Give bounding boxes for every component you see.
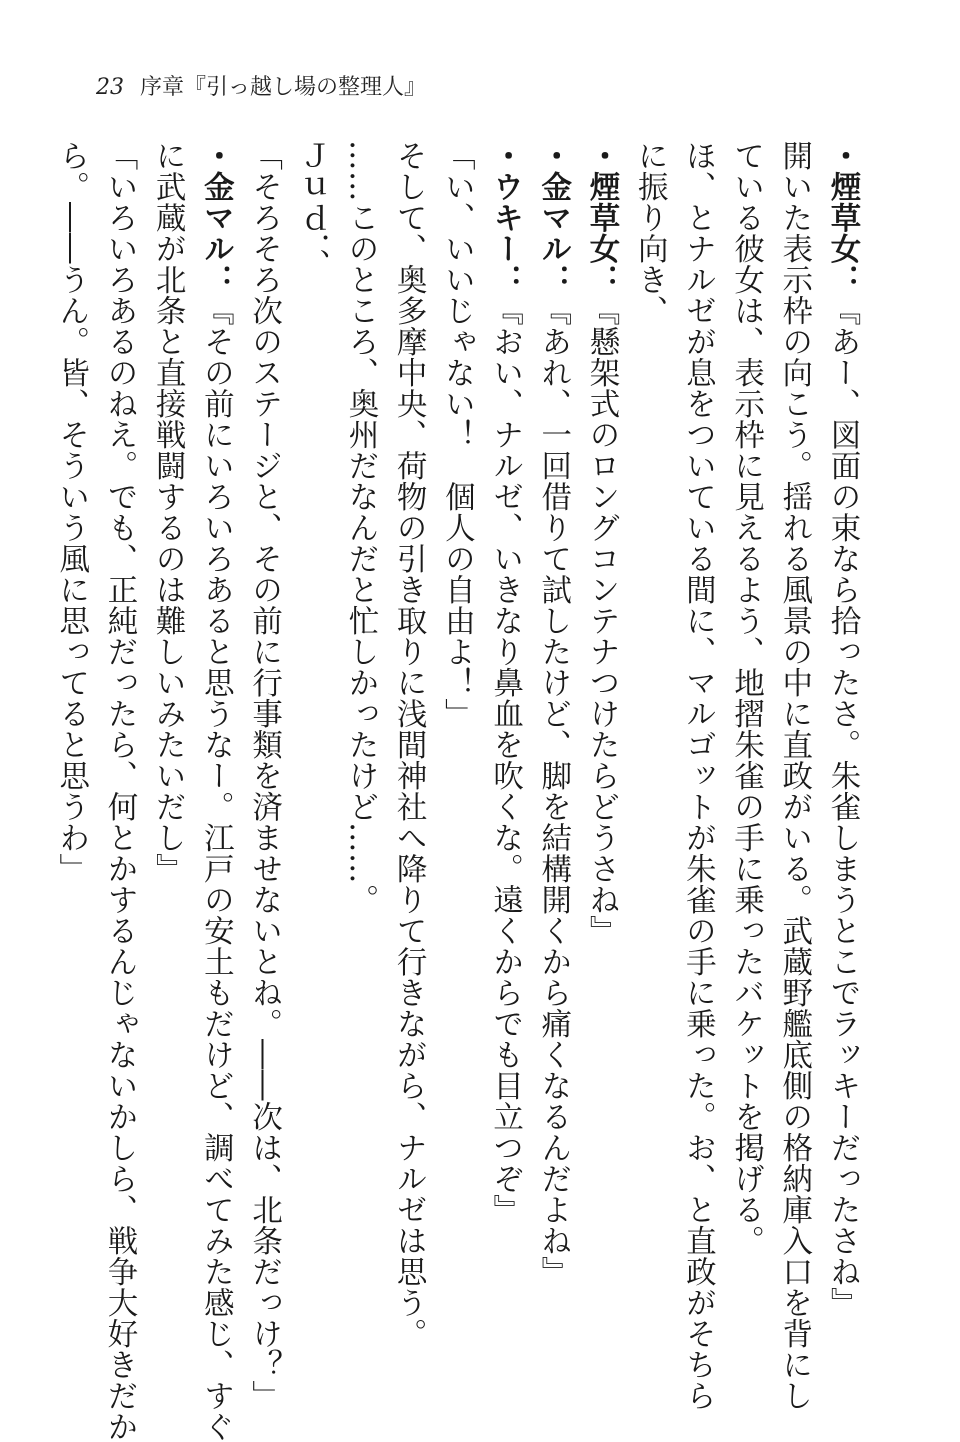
speaker-bullet: ・	[535, 140, 571, 171]
text-line	[770, 140, 818, 1411]
speaker-bullet: ・	[487, 140, 523, 171]
line-text: 『あー、図面の束なら拾ったさ。朱雀しまうとこでラッキーだったさね』	[825, 295, 860, 1318]
text-line	[577, 140, 625, 1320]
text-line	[47, 140, 95, 1320]
speaker-name: ウキー：	[487, 171, 523, 295]
text-line	[239, 140, 287, 1411]
text-line	[432, 140, 480, 1320]
line-text: そして、奥多摩中央、荷物の引き取りに浅間神社へ降りて行きながら、ナルゼは思う。	[391, 140, 427, 1349]
speaker-name: 煙草女：	[825, 171, 860, 295]
text-line	[480, 140, 528, 1320]
line-text: 『懸架式のロングコンテナつけたらどうさね』	[583, 295, 619, 946]
line-text: ている彼女は、表示枠に見えるよう、地摺朱雀の手に乗ったバケットを掲げる。	[728, 140, 764, 1256]
line-text: ら。――うん。皆、そういう風に思ってると思うわ」	[53, 140, 89, 884]
chapter-title: 序章『引っ越し場の整理人』	[140, 75, 427, 100]
text-line	[336, 140, 384, 1320]
speaker-bullet: ・	[198, 140, 234, 171]
line-text: 「いろいろあるのねえ。でも、正純だったら、何とかするんじゃないかしら、戦争大好きだか	[101, 140, 137, 1442]
text-line	[95, 140, 143, 1442]
text-line	[143, 140, 191, 1320]
speaker-name: 煙草女：	[583, 171, 619, 295]
line-text: ほ、とナルゼが息をついている間に、マルゴットが朱雀の手に乗った。お、と直政がそちら	[680, 140, 716, 1411]
line-text: に武蔵が北条と直接戦闘するのは難しいみたいだし』	[150, 140, 186, 884]
text-line	[721, 140, 769, 1320]
speaker-name: 金マル：	[535, 171, 571, 295]
line-text: Ｊｕｄ．、	[294, 140, 330, 280]
text-line	[818, 140, 866, 1320]
line-text: に振り向き、	[632, 140, 668, 326]
text-line	[625, 140, 673, 1320]
line-text: 『おい、ナルゼ、いきなり鼻血を吹くな。遠くからでも目立つぞ』	[487, 295, 523, 1225]
vertical-body-text	[53, 140, 866, 1442]
line-text: 「い、いいじゃない！ 個人の自由よ！」	[439, 140, 475, 729]
text-line	[191, 140, 239, 1442]
text-line	[673, 140, 721, 1411]
speaker-bullet: ・	[825, 140, 860, 171]
line-text: 『あれ、一回借りて試したけど、脚を結構開くから痛くなるんだよね』	[535, 295, 571, 1287]
line-text: 「そろそろ次のステージと、その前に行事類を済ませないとね。――次は、北条だっけ？」	[246, 140, 282, 1411]
speaker-bullet: ・	[583, 140, 619, 171]
speaker-name: 金マル：	[198, 171, 234, 295]
line-text: 『その前にいろいろあると思うなー。江戸の安土もだけど、調べてみた感じ、すぐ	[198, 295, 234, 1442]
text-line	[288, 140, 336, 1320]
text-line	[529, 140, 577, 1320]
text-line	[384, 140, 432, 1349]
line-text: 開いた表示枠の向こう。揺れる風景の中に直政がいる。武蔵野艦底側の格納庫入口を背にし	[776, 140, 812, 1411]
line-text: ……このところ、奥州だなんだと忙しかったけど……。	[342, 140, 378, 915]
page-number: 23	[96, 75, 124, 100]
running-header	[96, 74, 426, 102]
